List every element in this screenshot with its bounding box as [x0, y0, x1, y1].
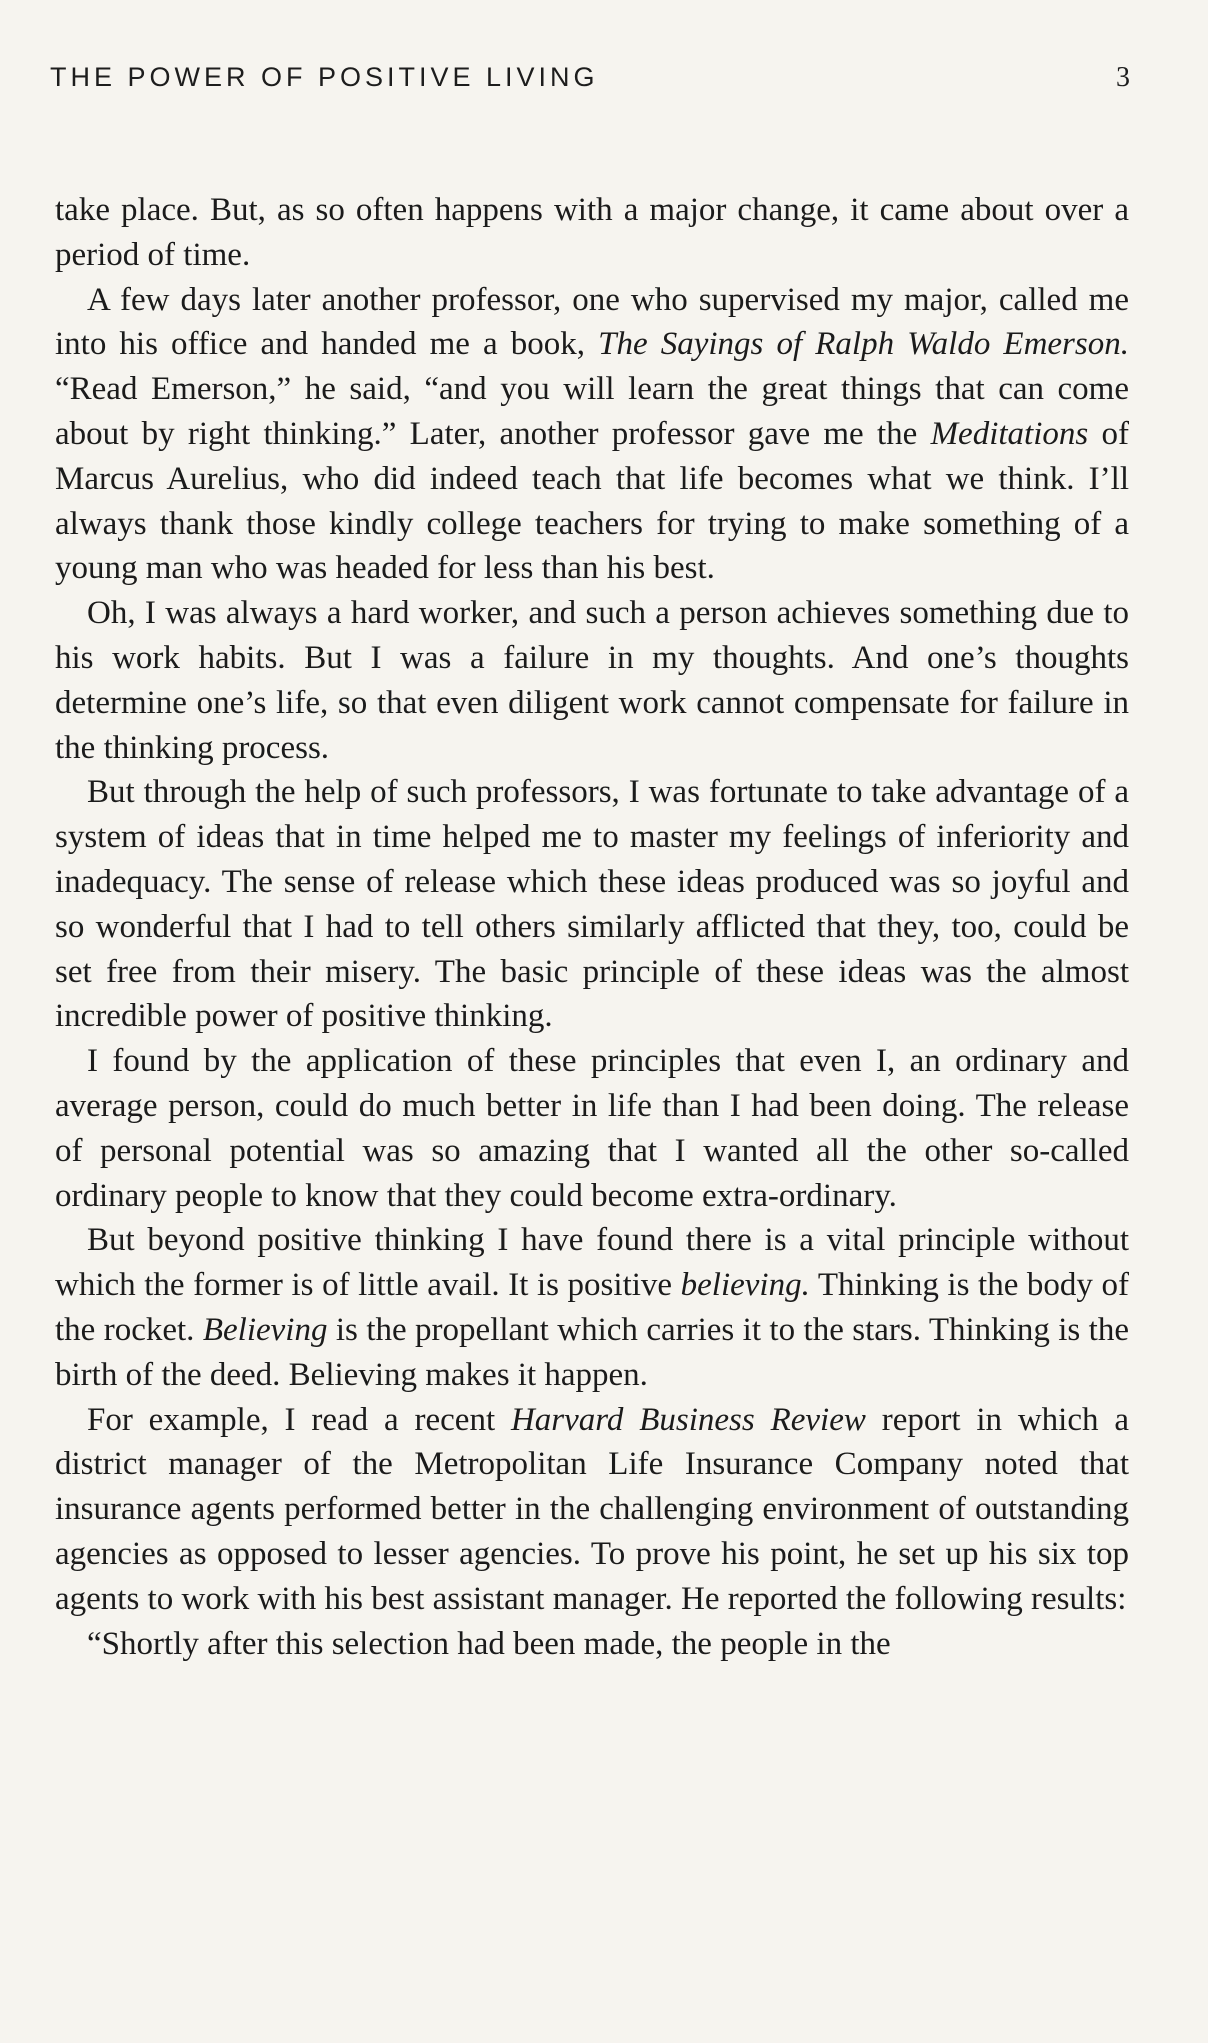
paragraph-6: But beyond positive thinking I have found there is a vital principle without which the former is of little avail. It is positive believing. Thinking is the body of the rocket. Believing is the propellant which carries it to the stars. Thinking is the birth of the deed. Believing makes it happen. — [55, 1222, 1130, 1393]
book-title-emerson: The Sayings of Ralph Waldo Emerson. — [598, 326, 1129, 363]
paragraph-2: A few days later another professor, one who supervised my major, called me into his office and handed me a book, The Sayings of Ralph Waldo Emerson. “Read Emerson,” he said, “and you will learn the great things that can come about by right thinking.” Later, another professor gave me the Meditations of Marcus Aurelius, who did indeed teach that life becomes what we think. I’ll always thank those kindly college teachers for trying to make something of a young man who was headed for less than his best. — [55, 281, 1129, 587]
paragraph-3: Oh, I was always a hard worker, and such a person achieves something due to his work habits. But I was a failure in my thoughts. And one’s thoughts determine one’s life, so that even diligent work cannot compensate for failure in the thinking process. — [55, 595, 1129, 766]
paragraph-5: I found by the application of these principles that even I, an ordinary and average person, could do much better in life than I had been doing. The release of personal potential was so amazing that I wanted all the other so-called ordinary people to know that they could become extra-ordinary. — [55, 1043, 1129, 1214]
paragraph-8: “Shortly after this selection had been made, the people in the — [87, 1625, 891, 1662]
running-head: THE POWER OF POSITIVE LIVING — [50, 62, 599, 92]
publication-title: Harvard Business Review — [510, 1401, 866, 1438]
body-text — [55, 188, 1129, 1666]
book-title-meditations: Meditations — [930, 415, 1089, 452]
emphasis-believing: believing. — [680, 1267, 810, 1304]
paragraph-7: For example, I read a recent Harvard Business Review report in which a district manager of the Metropolitan Life Insurance Company noted that insurance agents performed better in the challenging environment of outstanding agencies as opposed to lesser agencies. To prove his point, he set up his six top agents to work with his best assistant manager. He reported the following results: — [55, 1401, 1129, 1617]
paragraph-4: But through the help of such professors, I was fortunate to take advantage of a system of ideas that in time helped me to master my feelings of inferiority and inadequacy. The sense of release which these ideas produced was so joyful and so wonderful that I had to tell others similarly afflicted that they, too, could be set free from their misery. The basic principle of these ideas was the almost incredible power of positive thinking. — [55, 774, 1129, 1035]
paragraph-1: take place. But, as so often happens with a major change, it came about over a period of time. — [55, 192, 1129, 273]
emphasis-believing-2: Believing — [202, 1311, 328, 1348]
page-number: 3 — [1116, 62, 1130, 93]
